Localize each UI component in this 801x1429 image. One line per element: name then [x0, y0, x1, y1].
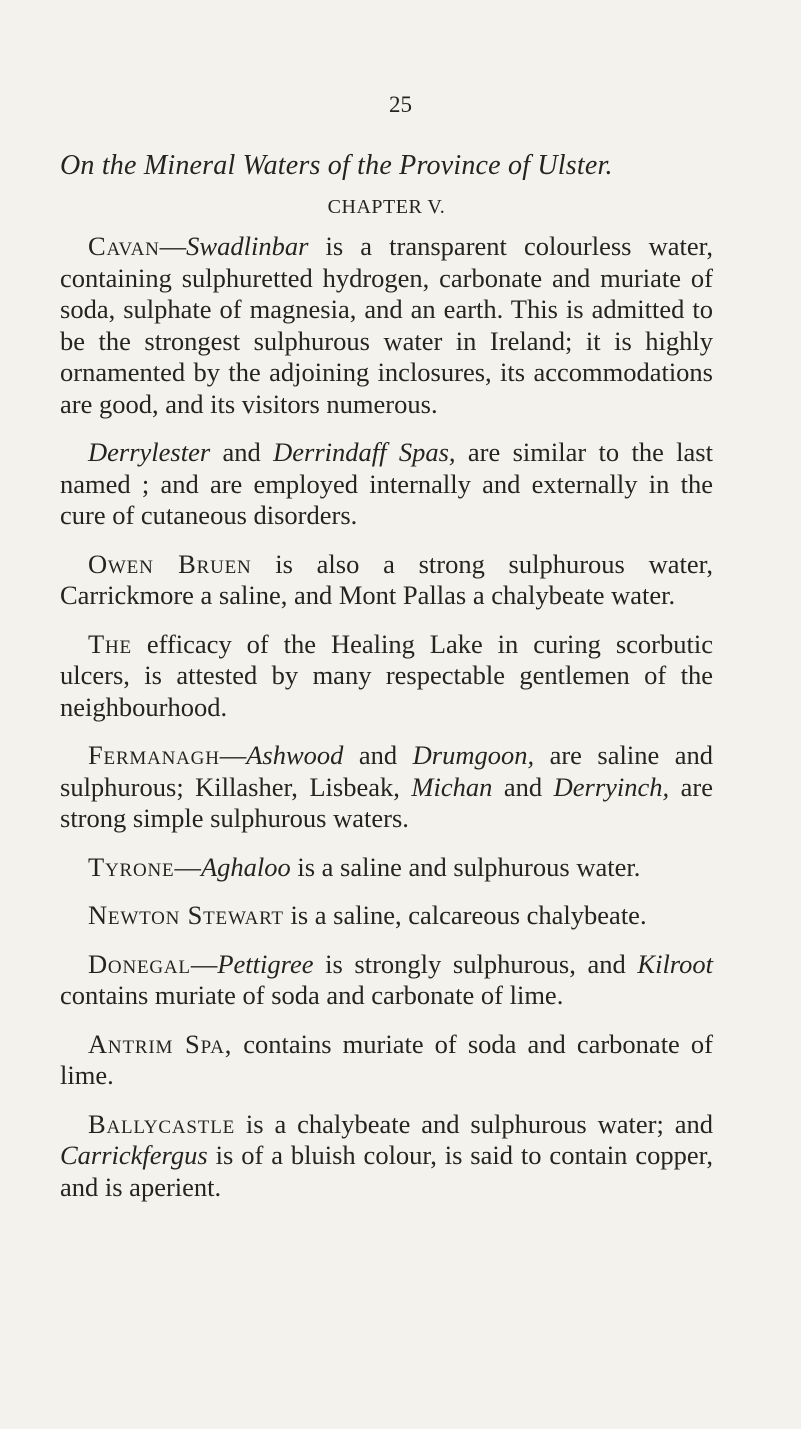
place-name: Derrindaff Spas, [273, 437, 456, 467]
paragraph [60, 629, 713, 724]
paragraph-text: is also a strong sulphurous water, Carrickmore a saline, and Mont Pallas a chalybeate water. [60, 548, 713, 610]
paragraph-text: and [210, 437, 274, 467]
paragraph-text: is a saline, calcareous chalybeate. [283, 900, 647, 930]
chapter-heading: CHAPTER V. [327, 196, 446, 218]
paragraph-lead: Donegal [88, 948, 191, 979]
paragraph-text: are strong simple sulphurous waters. [60, 771, 714, 833]
place-name: Swadlinbar [186, 231, 309, 261]
paragraph-text: is strongly sulphurous, and [313, 948, 638, 979]
place-name: Derryinch, [553, 771, 670, 802]
paragraph-separator: — [190, 948, 218, 979]
place-name: Aghaloo [200, 851, 291, 882]
paragraph-text: efficacy of the Healing Lake in curing scorbutic ulcers, is attested by many respectable gentlemen of the neighbourhood. [60, 628, 713, 722]
paragraph-lead: Fermanagh [88, 740, 220, 770]
paragraph-text: and [343, 740, 413, 770]
paragraph [60, 900, 713, 932]
paragraph [60, 1109, 713, 1204]
paragraph-text: are similar to the last named ; and are employed internally and externally in the cure of cutaneous disorders. [60, 437, 713, 530]
page-number: 25 [389, 92, 412, 117]
paragraph [60, 949, 713, 1012]
place-name: Michan [411, 771, 493, 802]
page-title: On the Mineral Waters of the Province of Ulster. [60, 150, 613, 181]
place-name: Carrickfergus [60, 1140, 208, 1170]
place-name: Ashwood [246, 740, 344, 770]
paragraph-lead: Antrim Spa, [88, 1028, 233, 1059]
paragraph-separator: — [174, 851, 201, 882]
place-name: Drumgoon, [412, 740, 535, 770]
paragraph [60, 549, 713, 612]
place-name: Kilroot [637, 948, 713, 979]
paragraph-text: are saline and sulphurous; Killasher, Lisbeak, [60, 740, 713, 802]
paragraph-lead: Tyrone [88, 851, 175, 882]
paragraph-lead: Ballycastle [88, 1108, 236, 1139]
paragraph-text: and [492, 771, 554, 802]
body-text [60, 231, 713, 1203]
paragraph [60, 231, 713, 420]
paragraph-text: is a saline and sulphurous water. [290, 851, 641, 882]
place-name: Derrylester [88, 437, 211, 467]
paragraph-lead: The [88, 628, 132, 659]
paragraph-lead: Newton Stewart [88, 900, 284, 930]
paragraph-separator: — [159, 231, 187, 261]
paragraph-text: is a transparent colourless water, containing sulphuretted hydrogen, carbonate and muriate of soda, sulphate of magnesia, and an earth. This is admitted to be the strongest sulphurous water in Ireland; it is highly ornamented by the adjoining inclosures, its accommodations are good, and its visitors numerous. [60, 231, 713, 419]
paragraph-separator: — [219, 740, 247, 770]
paragraph-text: contains muriate of soda and carbonate of lime. [60, 980, 564, 1010]
paragraph-lead: Owen Bruen [88, 548, 252, 579]
place-name: Pettigree [217, 948, 314, 979]
paragraph-lead: Cavan [88, 231, 160, 261]
paragraph-text: is of a bluish colour, is said to contain copper, and is aperient. [60, 1140, 713, 1202]
paragraph-text: is a chalybeate and sulphurous water; and [235, 1108, 713, 1139]
paragraph [60, 1029, 713, 1092]
paragraph-text: contains muriate of soda and carbonate of lime. [60, 1028, 713, 1090]
paragraph [60, 437, 713, 532]
paragraph [60, 740, 713, 835]
paragraph [60, 852, 713, 884]
